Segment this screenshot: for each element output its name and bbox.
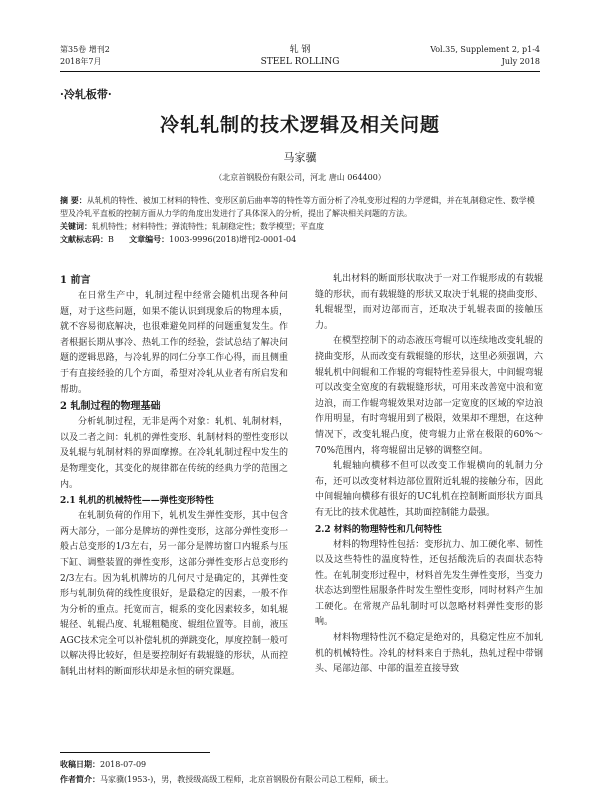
footnote-rule (60, 752, 210, 753)
article-title: 冷轧轧制的技术逻辑及相关问题 (159, 114, 440, 136)
article-number: 1003-9996(2018)增刊2-0001-04 (169, 235, 297, 244)
author-affiliation: （北京首钢股份有限公司，河北 唐山 064400） (214, 173, 386, 182)
abstract-label: 摘 要： (60, 195, 87, 205)
received-date (60, 757, 540, 772)
abstract-text: 从轧机的特性、被加工材料的特性、变形区前后曲率等的特性等方面分析了冷轧变形过程的力学逻辑，并在轧制稳定性、数学模型及冷轧平直板的控制方面从力学的角度出发进行了具体深入的分析，提出了解决相关问题的方法。 (60, 196, 535, 218)
doc-code-label: 文献标志码： (60, 234, 108, 244)
body-paragraph: 轧出材料的断面形状取决于一对工作辊形成的有载辊缝的形状，而有载辊缝的形状又取决于轧辊的挠曲变形、轧辊辊型，而对边部而言，还取决于轧辊表面的接触压力。 (315, 274, 543, 331)
classification (60, 233, 540, 246)
doc-code: B (108, 235, 114, 244)
author-bio (60, 772, 540, 787)
keywords-text: 轧机特性；材料特性；弹流特性；轧制稳定性；数学模型；平直度 (92, 222, 324, 231)
keywords (60, 220, 540, 233)
abstract (60, 194, 540, 220)
section-heading: 2.1 轧机的机械特性——弹性变形特性 (60, 496, 214, 507)
journal-name-cn: 轧 钢 (289, 45, 311, 55)
body-paragraph: 材料的物理特性包括：变形抗力、加工硬化率、韧性以及这些特性的温度特性，还包括酸洗后的表面状态特性。在轧制变形过程中，材料首先发生弹性变形，当变力状态达到塑性屈服条件时发生塑性变形，同时材料产生加工硬化。在常规产品轧制时可以忽略材料弹性变形的影响。 (315, 539, 543, 628)
journal-volume-info-en (430, 44, 540, 68)
body-paragraph: 分析轧制过程，无非是两个对象：轧机、轧制材料，以及二者之间：轧机的弹性变形、轧制材料的塑性变形以及轧辊与轧制材料的界面摩擦。在冷轧轧制过程中发生的是物理变化，其变化的规律都在传统的经典力学的范围之内。 (60, 417, 288, 490)
section-heading: 2.2 材料的物理特性和几何特性 (315, 524, 442, 535)
article-number-label: 文章编号： (129, 234, 170, 244)
body-paragraph: 在模型控制下的动态液压弯辊可以连续地改变轧辊的挠曲变形，从而改变有载辊缝的形状，这里必须强调，六辊轧机中间辊和工作辊的弯辊特性差异很大，中间辊弯辊可以改变全宽度的有载辊缝形状，可用来改善宽中浪和宽边浪，而工作辊弯辊效果对边部一定宽度的区域的窄边浪作用明显，有时弯辊用到了极限，效果却不理想，在这种情况下，改变轧辊凸度，使弯辊力止常在极限的60%～70%范围内，将弯辊留出足够的调整空间。 (315, 336, 543, 456)
body-paragraph: 轧辊轴向横移不但可以改变工作辊横向的轧制力分布，还可以改变材料边部位置附近轧辊的接触分布，因此中间辊轴向横移有很好的UC轧机在控制断面形状方面具有无比的技术优越性，其助面控制能力最强。 (315, 461, 543, 518)
footnote (60, 752, 540, 787)
body-paragraph: 在轧制负荷的作用下，轧机发生弹性变形，其中包含两大部分，一部分是牌坊的弹性变形，这部分弹性变形一般占总变形的1/3左右，另一部分是牌坊窗口内辊系与压下缸、调整装置的弹性变形，这部分弹性变形占总变形约2/3左右。因为轧机牌坊的几何尺寸是确定的，其弹性变形与轧制负荷的线性度很好，是最稳定的因素，一般不作为分析的重点。托宽而言，辊系的变化因素较多，如轧辊辊径、轧辊凸度、轧辊粗糙度、辊组位置等。目前，液压AGC技术完全可以补偿轧机的弹跳变化，厚度控制一般可以解决得比较好，但是要控制好有载辊缝的形状，从而控制轧出材料的断面形状却是永恒的研究课题。 (60, 511, 288, 678)
section-heading: 1 前言 (60, 275, 91, 286)
author-bio-text: 马家骥(1953-)，男，教授级高级工程师，北京首钢股份有限公司总工程师，硕士。 (100, 775, 394, 784)
publication-date-en: July 2018 (501, 57, 540, 66)
section-heading: 2 轧制过程的物理基础 (60, 401, 161, 413)
publication-date: 2018年7月 (60, 57, 102, 66)
body-paragraph: 材料物理特性沉不稳定是绝对的，具稳定性应不加轧机的机械特性。冷轧的材料来自于热轧，热轧过程中带钢头、尾部边部、中部的温差直接导致 (315, 633, 543, 675)
volume-issue: 第35卷 增刊2 (60, 45, 110, 54)
author-name: 马家骥 (283, 151, 317, 164)
left-column (60, 272, 288, 681)
right-column (315, 272, 543, 678)
received-date-value: 2018-07-09 (100, 760, 147, 769)
column-tag: ·冷轧板带· (60, 88, 112, 101)
article-meta (60, 194, 540, 246)
author-bio-label: 作者简介： (60, 774, 100, 784)
journal-name-en: STEEL ROLLING (260, 57, 340, 67)
received-label: 收稿日期： (60, 759, 100, 769)
keywords-label: 关键词： (60, 221, 92, 231)
volume-supplement-en: Vol.35, Supplement 2, p1-4 (430, 45, 540, 54)
header-rule (60, 71, 540, 72)
running-header (60, 44, 540, 74)
body-paragraph: 在日常生产中，轧制过程中经常会随机出现各种问题，对于这些问题，如果不能认识到现象后的物理本质，就不容易彻底解决，也很难避免同样的问题重复发生。作者根据长期从事冷、热轧工作的经验，尝试总结了解决问题的逻辑思路，与冷轧界的同仁分享工作心得，而且侧重于有直接经验的几个方面，希望对冷轧从业者有所启发和帮助。 (60, 291, 288, 395)
